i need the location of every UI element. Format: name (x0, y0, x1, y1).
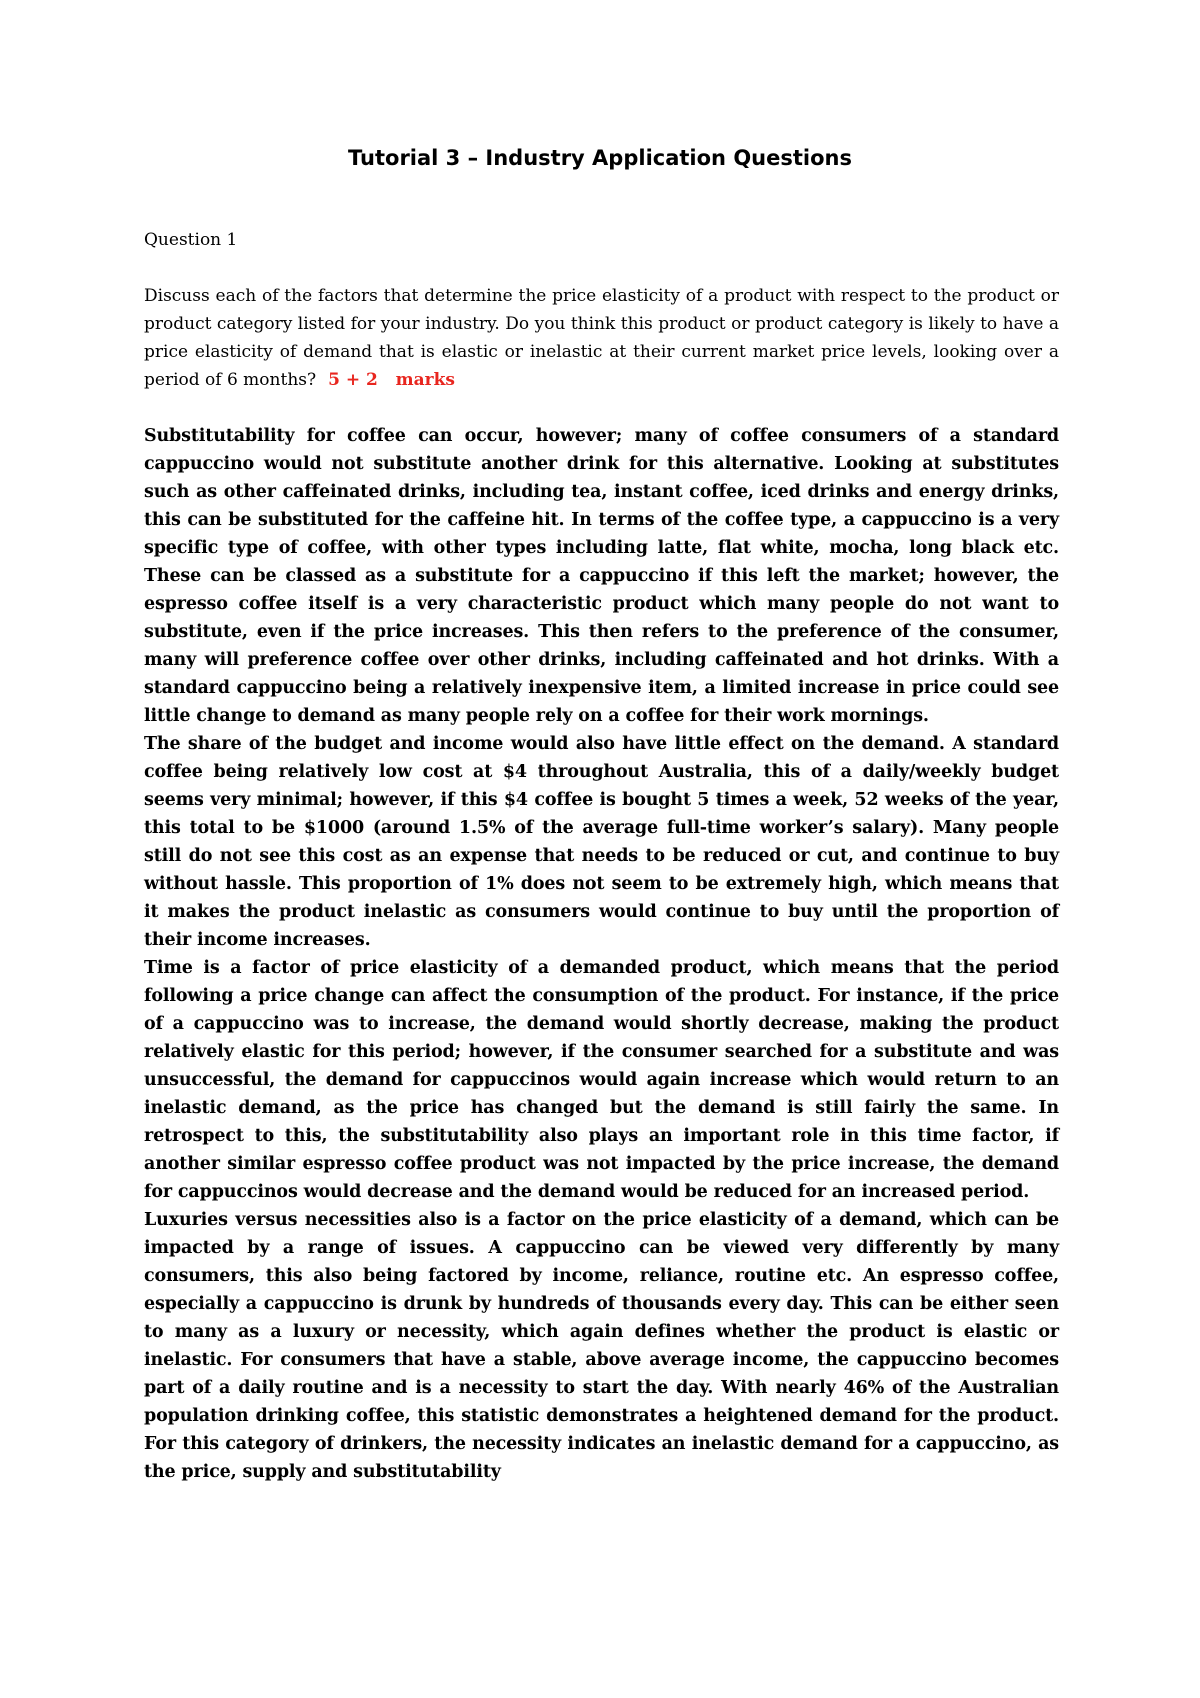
document-body (144, 226, 1059, 1486)
answer-paragraph-budget-share: The share of the budget and income would also have little effect on the demand. A standard coffee being relatively low cost at $4 throughout Australia, this of a daily/weekly budget seems very minimal; however, if this $4 coffee is bought 5 times a week, 52 weeks of the year, this total to be $1000 (around 1.5% of the average full-time worker’s salary). Many people still do not see this cost as an expense that needs to be reduced or cut, and continue to buy without hassle. This proportion of 1% does not seem to be extremely high, which means that it makes the product inelastic as consumers would continue to buy until the proportion of their income increases. (144, 734, 1059, 950)
answer-paragraph-substitutability: Substitutability for coffee can occur, however; many of coffee consumers of a standard cappuccino would not substitute another drink for this alternative. Looking at substitutes such as other caffeinated drinks, including tea, instant coffee, iced drinks and energy drinks, this can be substituted for the caffeine hit. In terms of the coffee type, a cappuccino is a very specific type of coffee, with other types including latte, flat white, mocha, long black etc. These can be classed as a substitute for a cappuccino if this left the market; however, the espresso coffee itself is a very characteristic product which many people do not want to substitute, even if the price increases. This then refers to the preference of the consumer, many will preference coffee over other drinks, including caffeinated and hot drinks. With a standard cappuccino being a relatively inexpensive item, a limited increase in price could see little change to demand as many people rely on a coffee for their work mornings. (144, 426, 1059, 726)
marks-label: 5 + 2 marks (328, 370, 455, 390)
page-title: Tutorial 3 – Industry Application Questions (348, 146, 852, 170)
question-text (144, 282, 1059, 394)
answer-paragraph-luxuries: Luxuries versus necessities also is a factor on the price elasticity of a demand, which can be impacted by a range of issues. A cappuccino can be viewed very differently by many consumers, this also being factored by income, reliance, routine etc. An espresso coffee, especially a cappuccino is drunk by hundreds of thousands every day. This can be either seen to many as a luxury or necessity, which again defines whether the product is elastic or inelastic. For consumers that have a stable, above average income, the cappuccino becomes part of a daily routine and is a necessity to start the day. With nearly 46% of the Australian population drinking coffee, this statistic demonstrates a heightened demand for the product. For this category of drinkers, the necessity indicates an inelastic demand for a cappuccino, as the price, supply and substitutability (144, 1210, 1059, 1482)
answer-body (144, 422, 1059, 1486)
question-prompt: Discuss each of the factors that determine the price elasticity of a product with respect to the product or product category listed for your industry. Do you think this product or product category is likely to have a price elasticity of demand that is elastic or inelastic at their current market price levels, looking over a period of 6 months? (144, 286, 1059, 390)
question-heading: Question 1 (144, 230, 238, 250)
answer-paragraph-time: Time is a factor of price elasticity of a demanded product, which means that the period following a price change can affect the consumption of the product. For instance, if the price of a cappuccino was to increase, the demand would shortly decrease, making the product relatively elastic for this period; however, if the consumer searched for a substitute and was unsuccessful, the demand for cappuccinos would again increase which would return to an inelastic demand, as the price has changed but the demand is still fairly the same. In retrospect to this, the substitutability also plays an important role in this time factor, if another similar espresso coffee product was not impacted by the price increase, the demand for cappuccinos would decrease and the demand would be reduced for an increased period. (144, 958, 1059, 1202)
